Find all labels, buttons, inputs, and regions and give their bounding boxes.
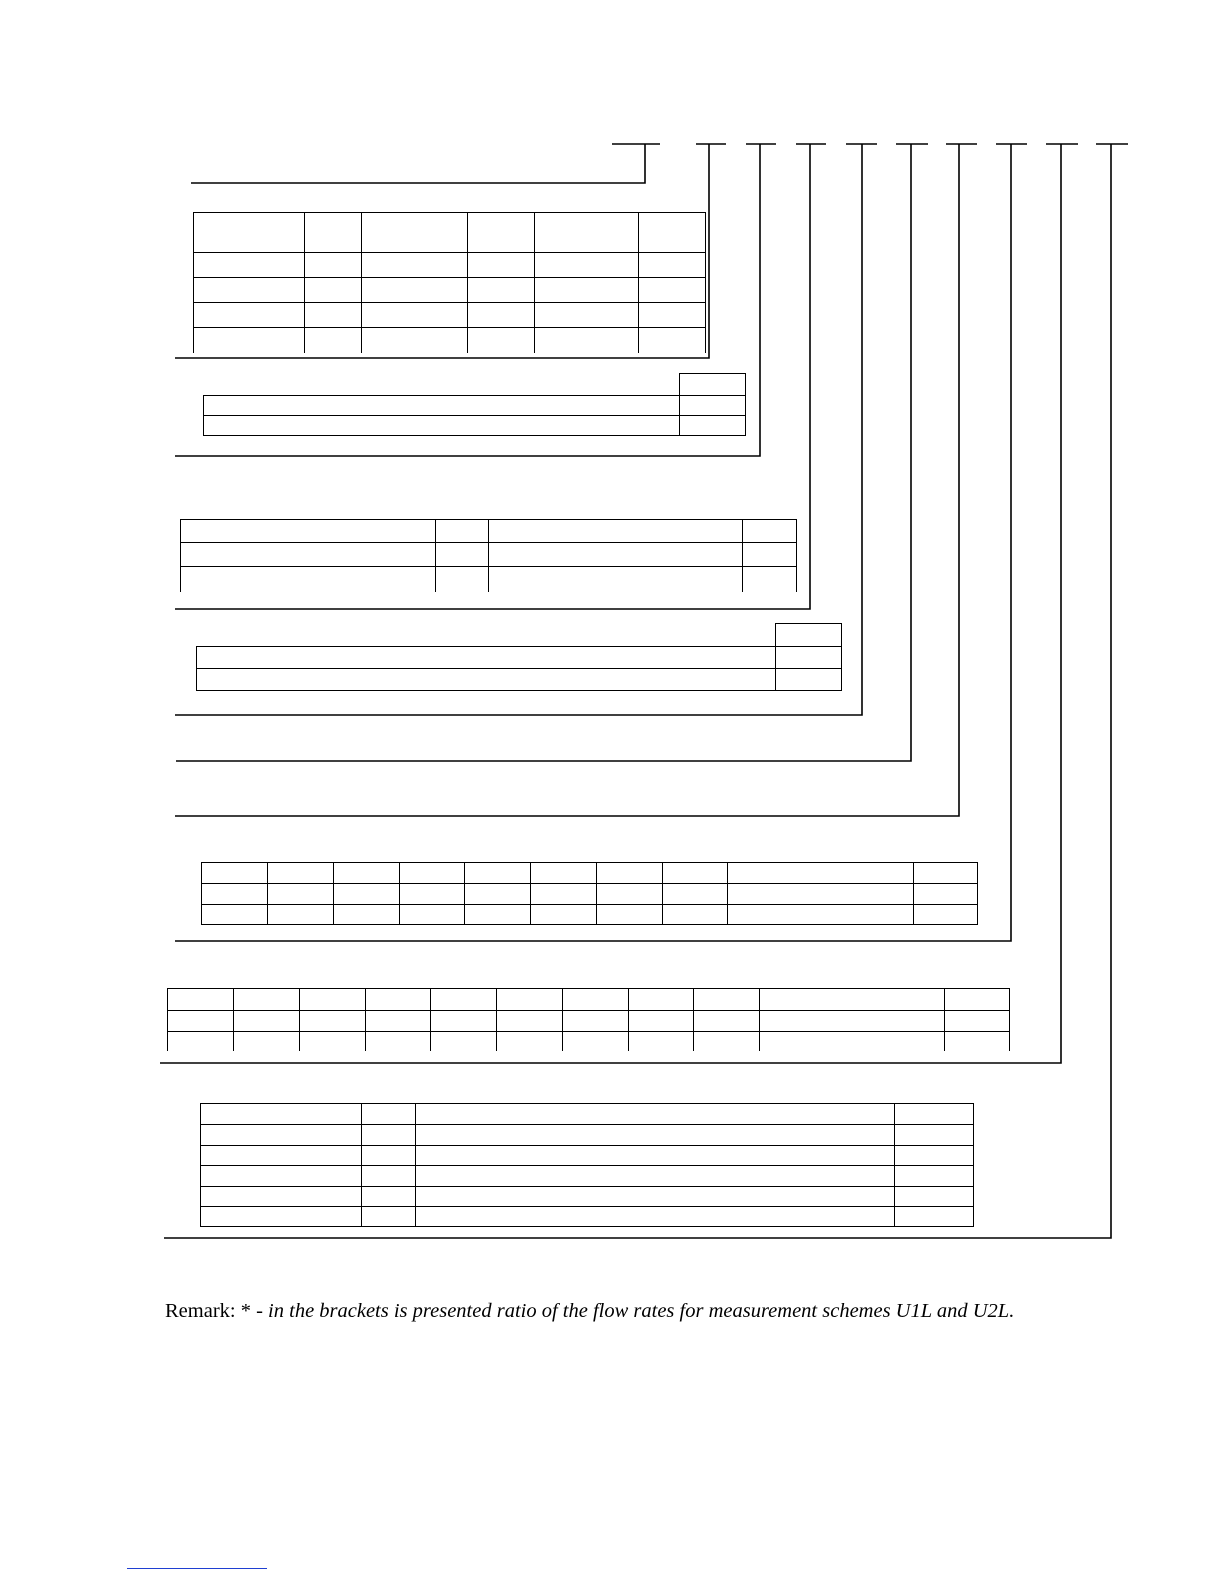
option-table-7 <box>200 1103 974 1227</box>
option-table-6 <box>167 988 1010 1051</box>
remark-label: Remark: <box>165 1300 236 1322</box>
remark-note <box>165 1300 1014 1323</box>
option-table-4 <box>196 646 842 691</box>
option-table-5 <box>201 862 978 925</box>
footnote-separator <box>127 1568 267 1569</box>
option-table-4-header <box>775 623 842 647</box>
remark-text: in the brackets is presented ratio of the flow rates for measurement schemes U1L and U2L. <box>268 1300 1015 1322</box>
remark-marker: * - <box>240 1300 263 1322</box>
option-table-2 <box>203 395 746 436</box>
option-table-1 <box>193 212 706 353</box>
option-table-2-header <box>679 373 746 396</box>
option-table-3 <box>180 519 797 592</box>
leader-line-1 <box>191 144 645 183</box>
